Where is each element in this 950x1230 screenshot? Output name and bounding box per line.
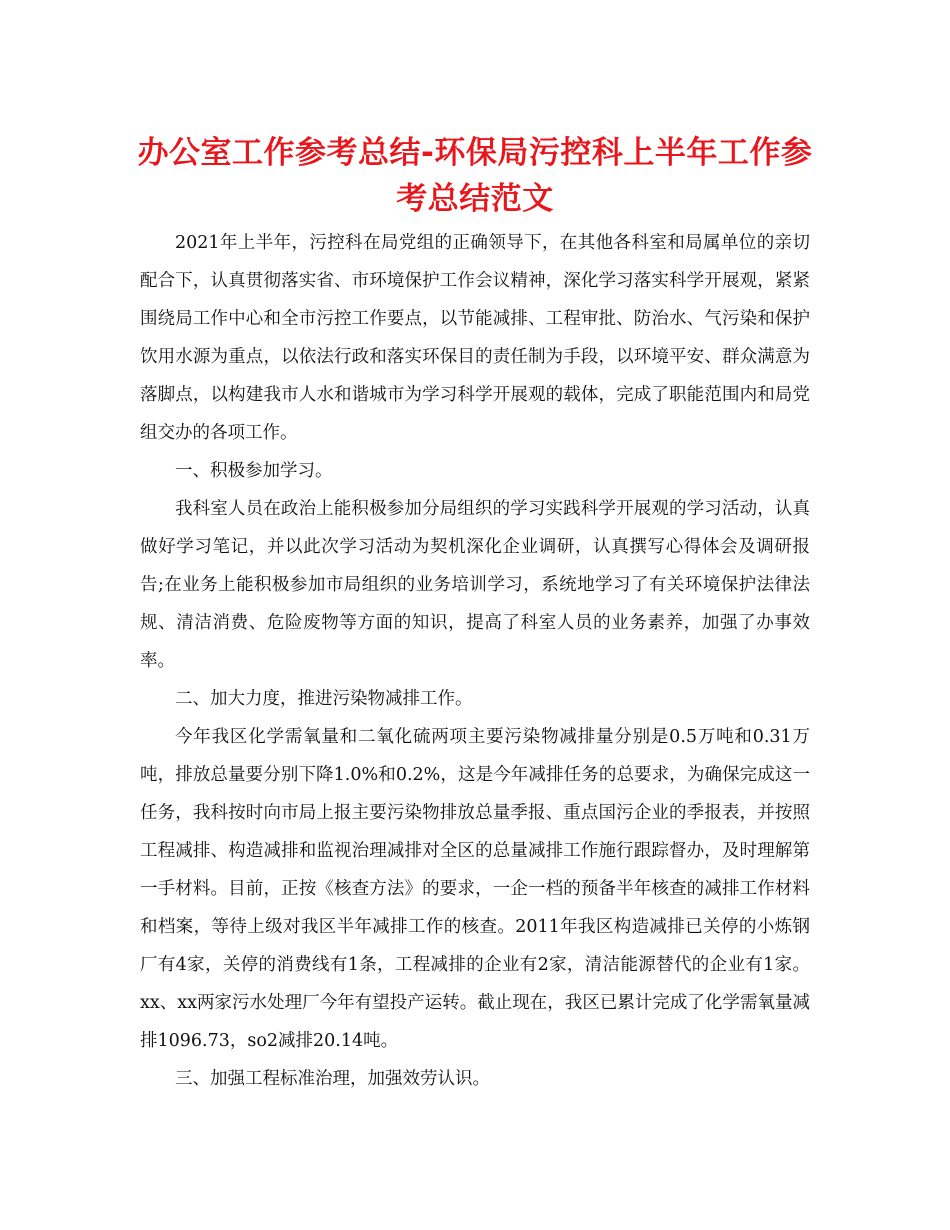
section-heading-1: 一、积极参加学习。 <box>175 461 333 481</box>
section-heading-3: 三、加强工程标准治理，加强效劳认识。 <box>175 1069 490 1089</box>
document-title: 办公室工作参考总结-环保局污控科上半年工作参考总结范文 <box>137 135 813 217</box>
paragraph-section-2: 今年我区化学需氧量和二氧化硫两项主要污染物减排量分别是0.5万吨和0.31万吨，排放总量要分别下降1.0%和0.2%，这是今年减排任务的总要求，为确保完成这一任务，我科按时向市局上报主要污染物排放总量季报、重点国污企业的季报表，并按照工程减排、构造减排和监视治理减排对全区的总量减排工作施行跟踪督办，及时理解第一手材料。目前，正按《核查方法》的要求，一企一档的预备半年核查的减排工作材料和档案，等待上级对我区半年减排工作的核查。2011年我区构造减排已关停的小炼钢厂有4家，关停的消费线有1条，工程减排的企业有2家，清洁能源替代的企业有1家。xx、xx两家污水处理厂今年有望投产运转。截止现在，我区已累计完成了化学需氧量减排1096.73，so2减排20.14吨。 <box>140 727 810 1051</box>
document-body <box>140 224 810 1098</box>
section-heading-2: 二、加大力度，推进污染物减排工作。 <box>175 689 473 709</box>
paragraph-intro: 2021年上半年，污控科在局党组的正确领导下，在其他各科室和局属单位的亲切配合下，认真贯彻落实省、市环境保护工作会议精神，深化学习落实科学开展观，紧紧围绕局工作中心和全市污控工作要点，以节能减排、工程审批、防治水、气污染和保护饮用水源为重点，以依法行政和落实环保目的责任制为手段，以环境平安、群众满意为落脚点，以构建我市人水和谐城市为学习科学开展观的载体，完成了职能范围内和局党组交办的各项工作。 <box>140 233 810 443</box>
paragraph-section-1: 我科室人员在政治上能积极参加分局组织的学习实践科学开展观的学习活动，认真做好学习笔记，并以此次学习活动为契机深化企业调研，认真撰写心得体会及调研报告;在业务上能积极参加市局组织的业务培训学习，系统地学习了有关环境保护法律法规、清洁消费、危险废物等方面的知识，提高了科室人员的业务素养，加强了办事效率。 <box>140 499 810 671</box>
